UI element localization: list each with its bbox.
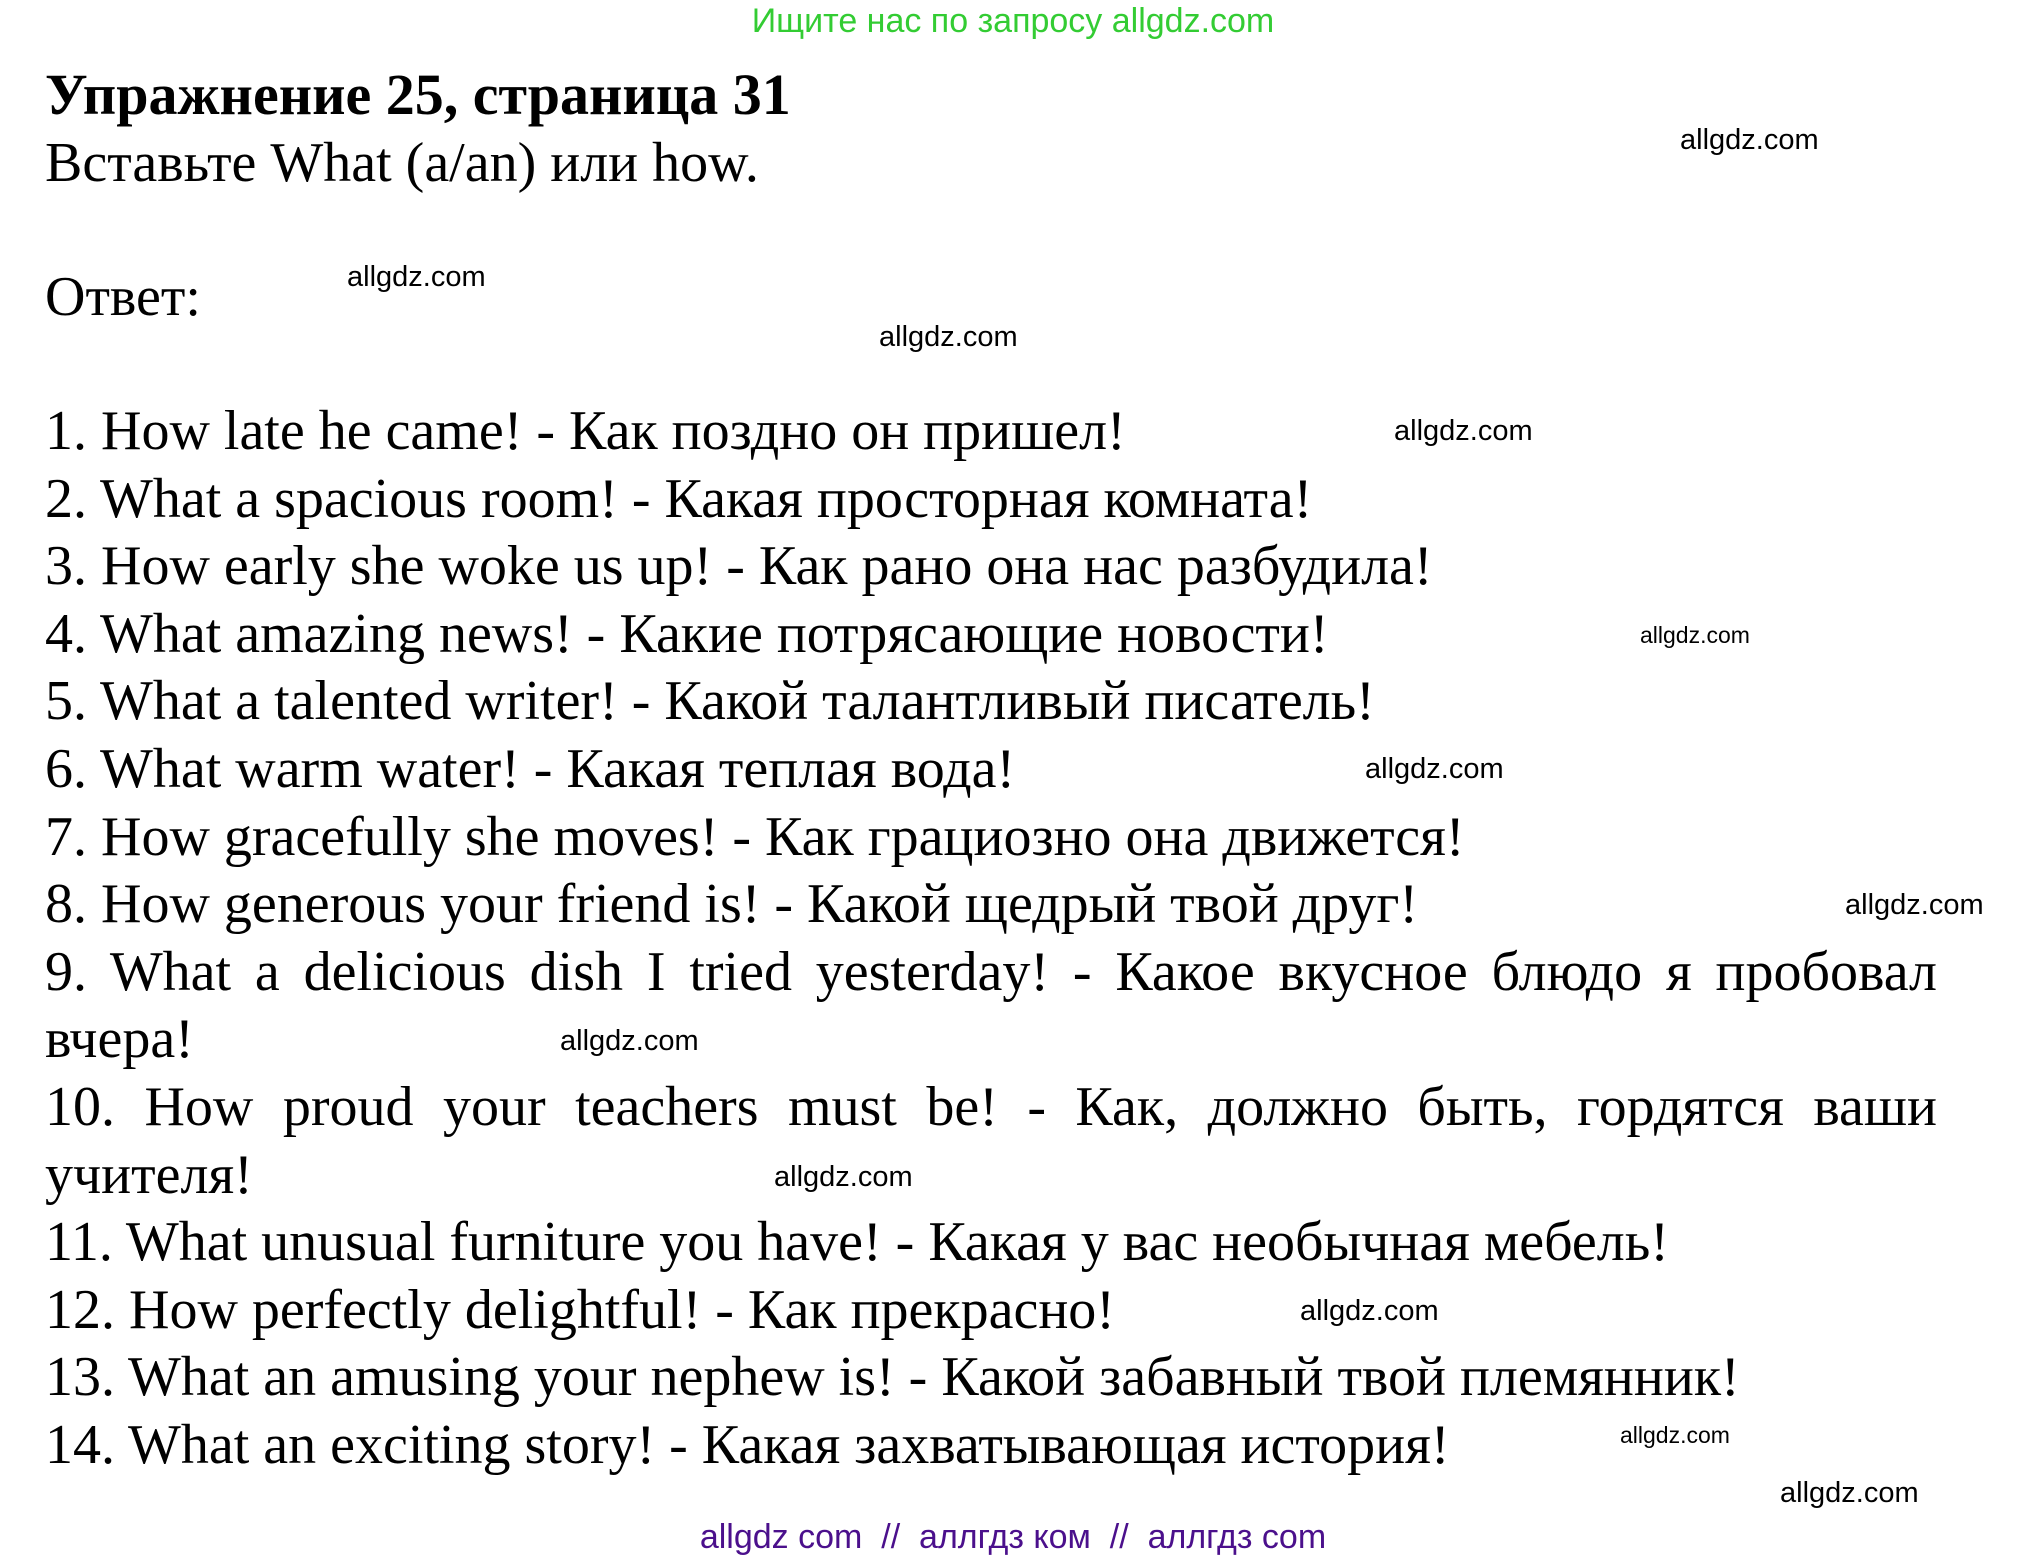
answer-item: 14. What an exciting story! - Какая захватывающая история! (45, 1413, 1450, 1476)
watermark: allgdz.com (1394, 415, 1533, 447)
answer-label: Ответ: (45, 266, 201, 328)
answer-item: 7. How gracefully she moves! - Как грациозно она движется! (45, 805, 1465, 868)
search-banner: Ищите нас по запросу allgdz.com (751, 2, 1275, 40)
watermark: allgdz.com (347, 261, 486, 293)
answer-item: 9. What a delicious dish I tried yesterday! - Какое вкусное блюдо я пробовал вчера! (45, 940, 1937, 1071)
footer-banner: allgdz com // аллгдз ком // аллгдз com (699, 1518, 1327, 1556)
answer-item: 6. What warm water! - Какая теплая вода! (45, 737, 1016, 800)
watermark: allgdz.com (1620, 1422, 1730, 1448)
watermark: allgdz.com (1365, 753, 1504, 785)
answer-item: 2. What a spacious room! - Какая просторная комната! (45, 467, 1313, 530)
answer-item: 3. How early she woke us up! - Как рано она нас разбудила! (45, 535, 1433, 598)
watermark: allgdz.com (560, 1025, 699, 1057)
answer-item: 13. What an amusing your nephew is! - Какой забавный твой племянник! (45, 1346, 1740, 1409)
watermark: allgdz.com (879, 321, 1018, 353)
answer-item: 10. How proud your teachers must be! - Как, должно быть, гордятся ваши учителя! (45, 1075, 1937, 1206)
answer-item: 11. What unusual furniture you have! - Какая у вас необычная мебель! (45, 1211, 1669, 1274)
answer-list (45, 398, 1937, 1480)
watermark: allgdz.com (1680, 124, 1819, 156)
answer-item: 8. How generous your friend is! - Какой щедрый твой друг! (45, 873, 1419, 936)
watermark: allgdz.com (1640, 622, 1750, 648)
watermark: allgdz.com (1780, 1477, 1919, 1509)
answer-item: 4. What amazing news! - Какие потрясающие новости! (45, 602, 1329, 665)
exercise-instruction: Вставьте What (a/an) или how. (45, 132, 759, 194)
page-title: Упражнение 25, страница 31 (45, 62, 791, 127)
answer-item: 5. What a talented writer! - Какой талантливый писатель! (45, 670, 1375, 733)
answer-item: 1. How late he came! - Как поздно он пришел! (45, 400, 1126, 462)
answer-item: 12. How perfectly delightful! - Как прекрасно! (45, 1278, 1115, 1341)
watermark: allgdz.com (774, 1161, 913, 1193)
watermark: allgdz.com (1300, 1295, 1439, 1327)
watermark: allgdz.com (1845, 889, 1984, 921)
